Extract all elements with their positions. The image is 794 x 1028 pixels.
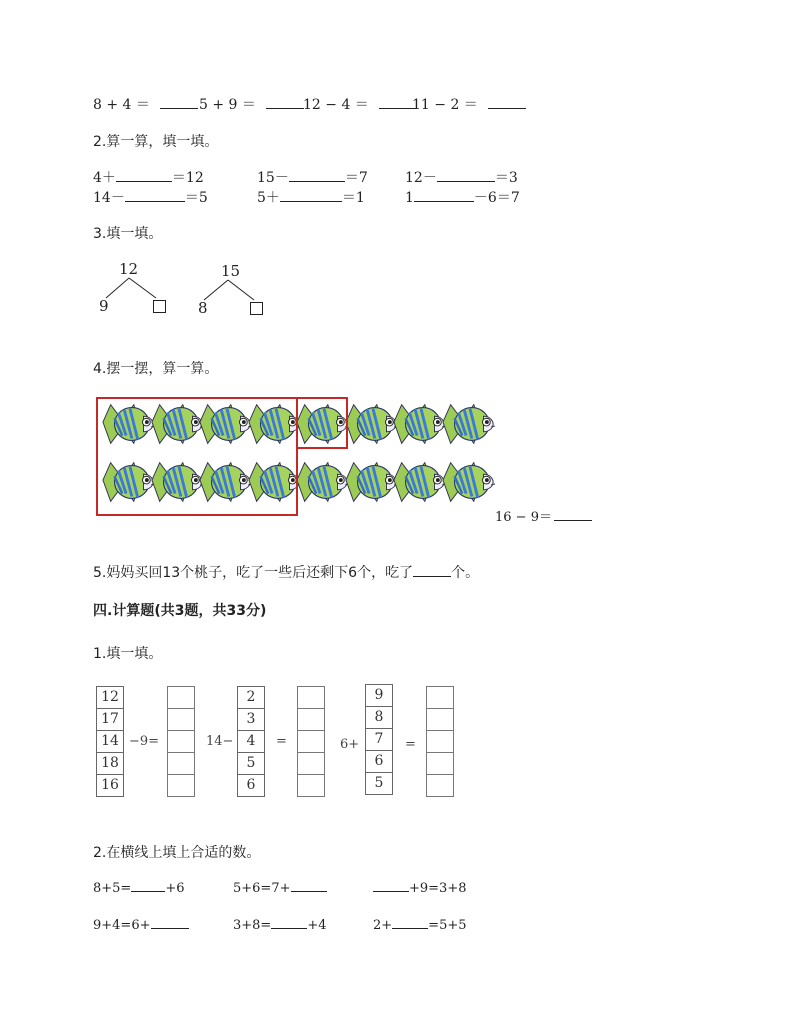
grid-cell: 9 — [365, 684, 393, 707]
row1-item-2 — [199, 94, 304, 114]
answer-cell[interactable] — [426, 752, 454, 775]
operator-label: −9= — [129, 734, 160, 749]
q2-pre: 12－ — [405, 170, 437, 186]
row1-expr-4: 11 − 2 ＝ — [412, 97, 478, 113]
q2-post: －6＝7 — [473, 190, 520, 206]
calc2-post: =5+5 — [428, 918, 467, 933]
q2-item-2 — [257, 167, 368, 187]
answer-cell[interactable] — [426, 708, 454, 731]
fish-icon — [441, 457, 497, 507]
row1-expr-1: 8 + 4 ＝ — [93, 97, 150, 113]
answer-cell[interactable] — [426, 774, 454, 797]
answer-blank[interactable] — [554, 506, 592, 521]
tree-left-number: 8 — [198, 299, 208, 317]
calc2-item-2 — [233, 877, 327, 896]
grid-cell: 16 — [96, 774, 124, 797]
q4-equation-text: 16 − 9＝ — [495, 510, 552, 525]
grid-cell: 14 — [96, 730, 124, 753]
answer-box[interactable] — [153, 300, 166, 313]
q2-title: 2.算一算，填一填。 — [93, 134, 219, 150]
answer-cell[interactable] — [426, 686, 454, 709]
answer-blank[interactable] — [271, 914, 307, 929]
q4-title: 4.摆一摆，算一算。 — [93, 361, 219, 377]
answer-cell[interactable] — [167, 730, 195, 753]
calc2-post: +4 — [307, 918, 327, 933]
answer-cell[interactable] — [167, 708, 195, 731]
section-heading: 四.计算题(共3题，共33分) — [93, 603, 267, 619]
q2-pre: 5＋ — [257, 190, 280, 206]
q2-pre: 15－ — [257, 170, 289, 186]
answer-cell[interactable] — [167, 752, 195, 775]
calc2-pre: 3+8= — [233, 918, 272, 933]
q2-item-3 — [405, 167, 518, 187]
grid-cell: 6 — [237, 774, 265, 797]
answer-blank[interactable] — [151, 914, 189, 929]
q2-post: ＝1 — [341, 190, 365, 206]
q2-item-6 — [405, 187, 520, 207]
calc2-pre: 5+6=7+ — [233, 881, 291, 896]
q2-post: ＝7 — [344, 170, 368, 186]
fish-icon — [441, 399, 497, 449]
answer-blank[interactable] — [373, 877, 409, 892]
tree-top-number: 15 — [221, 262, 241, 280]
grid-cell: 2 — [237, 686, 265, 709]
tree-left-number: 9 — [99, 297, 109, 315]
answer-blank[interactable] — [291, 877, 327, 892]
calc2-item-5 — [233, 914, 327, 933]
answer-blank[interactable] — [280, 187, 342, 202]
operator-label: 6+ — [340, 737, 360, 752]
answer-blank[interactable] — [414, 187, 474, 202]
grid-cell: 7 — [365, 728, 393, 751]
row1-item-1 — [93, 94, 198, 114]
calc2-pre: 2+ — [373, 918, 393, 933]
answer-box[interactable] — [250, 302, 263, 315]
answer-cell[interactable] — [297, 708, 325, 731]
q2-item-4 — [93, 187, 208, 207]
answer-blank[interactable] — [437, 167, 495, 182]
grid-cell: 6 — [365, 750, 393, 773]
q2-item-5 — [257, 187, 365, 207]
answer-blank[interactable] — [131, 877, 165, 892]
fish-picture — [93, 393, 493, 518]
answer-blank[interactable] — [125, 187, 185, 202]
calc2-pre: 8+5= — [93, 881, 132, 896]
grid-cell: 3 — [237, 708, 265, 731]
grid-cell: 5 — [365, 772, 393, 795]
q2-pre: 14－ — [93, 190, 125, 206]
row1-expr-2: 5 + 9 ＝ — [199, 97, 256, 113]
q4-equation — [495, 506, 592, 525]
calc2-item-6 — [373, 914, 467, 933]
answer-cell[interactable] — [297, 752, 325, 775]
calc1-title: 1.填一填。 — [93, 646, 163, 662]
grid-cell: 8 — [365, 706, 393, 729]
answer-blank[interactable] — [392, 914, 428, 929]
row1-item-3 — [303, 94, 417, 114]
answer-cell[interactable] — [167, 774, 195, 797]
q2-post: ＝5 — [184, 190, 208, 206]
answer-cell[interactable] — [297, 774, 325, 797]
answer-cell[interactable] — [167, 686, 195, 709]
q2-item-1 — [93, 167, 204, 187]
equals-label: = — [276, 734, 287, 749]
grid-cell: 5 — [237, 752, 265, 775]
equals-label: = — [405, 737, 416, 752]
row1-item-4 — [412, 94, 526, 114]
answer-blank[interactable] — [116, 167, 172, 182]
answer-cell[interactable] — [297, 686, 325, 709]
q2-pre: 1 — [405, 190, 414, 206]
grid-cell: 12 — [96, 686, 124, 709]
answer-blank[interactable] — [413, 562, 451, 577]
calc2-pre: 9+4=6+ — [93, 918, 151, 933]
q2-pre: 4＋ — [93, 170, 116, 186]
row1-expr-3: 12 − 4 ＝ — [303, 97, 369, 113]
frame-left-block — [96, 397, 298, 516]
grid-cell: 17 — [96, 708, 124, 731]
answer-cell[interactable] — [426, 730, 454, 753]
q3-title: 3.填一填。 — [93, 226, 163, 242]
answer-blank[interactable] — [289, 167, 345, 182]
q2-post: ＝3 — [494, 170, 518, 186]
calc2-item-1 — [93, 877, 185, 896]
grid-cell: 18 — [96, 752, 124, 775]
operator-label: 14− — [206, 734, 234, 749]
answer-blank[interactable] — [160, 94, 198, 109]
calc2-item-4 — [93, 914, 189, 933]
calc2-item-3 — [373, 877, 467, 896]
answer-blank[interactable] — [266, 94, 304, 109]
calc2-title: 2.在横线上填上合适的数。 — [93, 845, 261, 861]
q5-text-before: 5.妈妈买回13个桃子，吃了一些后还剩下6个，吃了 — [93, 565, 414, 581]
calc2-post: +6 — [165, 881, 185, 896]
q2-post: ＝12 — [171, 170, 204, 186]
grid-cell: 4 — [237, 730, 265, 753]
tree-top-number: 12 — [119, 260, 139, 278]
answer-blank[interactable] — [488, 94, 526, 109]
calc2-post: +9=3+8 — [409, 881, 467, 896]
q5-text-after: 个。 — [451, 565, 480, 581]
frame-step-line — [296, 447, 346, 449]
q5-question — [93, 562, 479, 582]
answer-cell[interactable] — [297, 730, 325, 753]
